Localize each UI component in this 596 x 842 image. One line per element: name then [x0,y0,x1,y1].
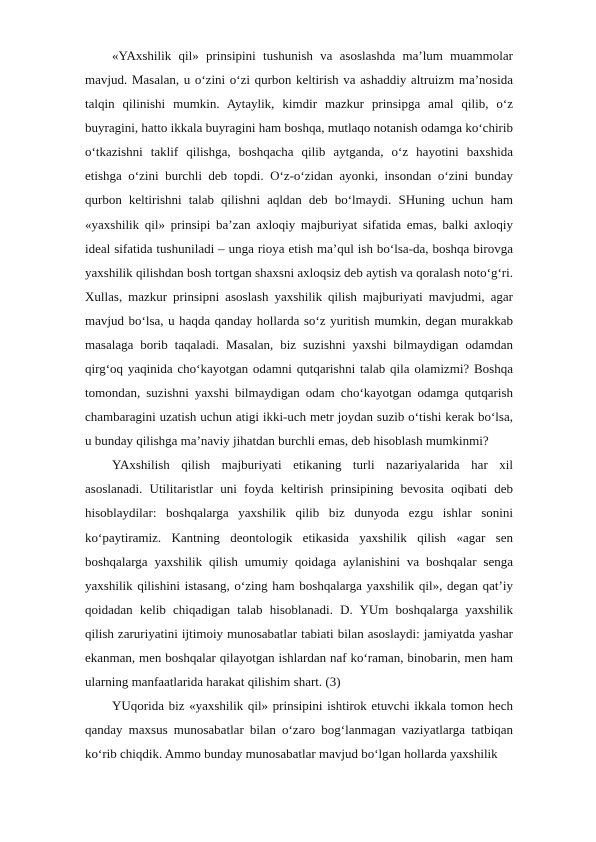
paragraph-1: «YAxshilik qil» prinsipini tushunish va asoslashda ma’lum muammolar mavjud. Masalan, u o‘zini o‘zi qurbon keltirish va ashaddiy altruizm ma’nosida talqin qilinishi mumkin. Aytaylik, kimdir mazkur prinsipga amal qilib, o‘z buyragini, hatto ikkala buyragini ham boshqa, mutlaqo notanish odamga ko‘chirib o‘tkazishni taklif qilishga, boshqacha qilib aytganda, o‘z hayotini baxshida etishga o‘zini burchli deb topdi. O‘z-o‘zidan ayonki, insondan o‘zini bunday qurbon keltirishni talab qilishni aqldan deb bo‘lmaydi. SHuning uchun ham «yaxshilik qil» prinsipi ba’zan axloqiy majburiyat sifatida emas, balki axloqiy ideal sifatida tushuniladi – unga rioya etish ma’qul ish bo‘lsa-da, boshqa birovga yaxshilik qilishdan bosh tortgan shaxsni axloqsiz deb aytish va qoralash noto‘g‘ri. Xullas, mazkur prinsipni asoslash yaxshilik qilish majburiyati mavjudmi, agar mavjud bo‘lsa, u haqda qanday hollarda so‘z yuritish mumkin, degan murakkab masalaga borib taqaladi. Masalan, biz suzishni yaxshi bilmaydigan odamdan qirg‘oq yaqinida cho‘kayotgan odamni qutqarishni talab qila olamizmi? Boshqa tomondan, suzishni yaxshi bilmaydigan odam cho‘kayotgan odamga qutqarish chambaragini uzatish uchun atigi ikki-uch metr joydan suzib o‘tishi kerak bo‘lsa, u bunday qilishga ma’naviy jihatdan burchli emas, deb hisoblash mumkinmi? [85,48,513,449]
paragraph-2: YAxshilish qilish majburiyati etikaning turli nazariyalarida har xil asoslanadi. Utilitaristlar uni foyda keltirish prinsipining bevosita oqibati deb hisoblaydilar: boshqalarga yaxshilik qilib biz dunyoda ezgu ishlar sonini ko‘paytiramiz. Kantning deontologik etikasida yaxshilik qilish «agar sen boshqalarga yaxshilik qilish umumiy qoidaga aylanishini va boshqalar senga yaxshilik qilishini istasang, o‘zing ham boshqalarga yaxshilik qil», degan qat’iy qoidadan kelib chiqadigan talab hisoblanadi. D. YUm boshqalarga yaxshilik qilish zaruriyatini ijtimoiy munosabatlar tabiati bilan asoslaydi: jamiyatda yashar ekanman, men boshqalar qilayotgan ishlardan naf ko‘raman, binobarin, men ham ularning manfaatlarida harakat qilishim shart. (3) [85,457,513,690]
document-body [85,44,513,766]
paragraph-3: YUqorida biz «yaxshilik qil» prinsipini ishtirok etuvchi ikkala tomon hech qanday maxsus munosabatlar bilan o‘zaro bog‘lanmagan vaziyatlarga tatbiqan ko‘rib chiqdik. Ammo bunday munosabatlar mavjud bo‘lgan hollarda yaxshilik [85,698,513,762]
